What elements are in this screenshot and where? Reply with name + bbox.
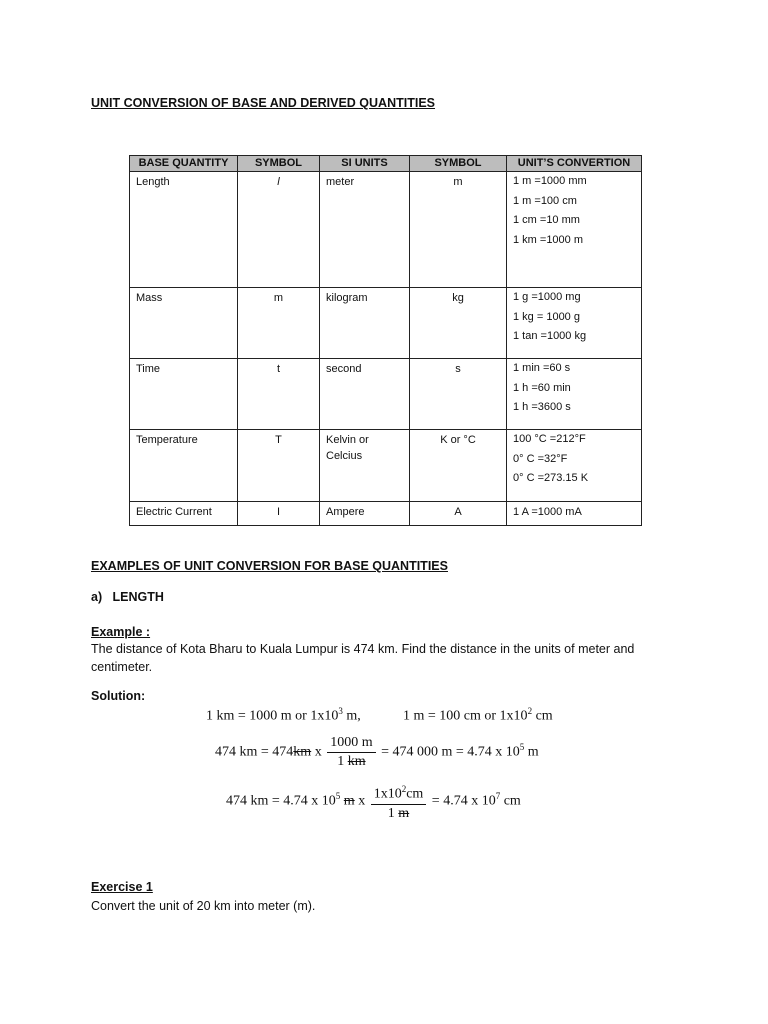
conversion-line: 1 tan =1000 kg bbox=[513, 330, 587, 342]
equation-text: cm bbox=[500, 793, 521, 809]
cell-conversions bbox=[507, 288, 642, 359]
cell-unit-symbol: A bbox=[410, 502, 507, 526]
cell-si-unit: Ampere bbox=[320, 502, 410, 526]
conversion-line: 1 km =1000 m bbox=[513, 233, 584, 246]
exercise-label: Exercise 1 bbox=[91, 880, 153, 894]
cancelled-unit: km bbox=[293, 744, 312, 760]
cell-conversions bbox=[507, 172, 642, 288]
fraction bbox=[371, 780, 427, 823]
cell-quantity: Time bbox=[130, 359, 238, 430]
cell-si-unit: meter bbox=[320, 172, 410, 288]
table-row bbox=[130, 288, 642, 359]
solution-label: Solution: bbox=[91, 689, 146, 703]
header-si-units: SI UNITS bbox=[320, 156, 410, 172]
example-text: The distance of Kota Bharu to Kuala Lumpur is 474 km. Find the distance in the units of meter and centimeter. bbox=[91, 642, 635, 674]
examples-heading: EXAMPLES OF UNIT CONVERSION FOR BASE QUANTITIES bbox=[91, 559, 448, 573]
header-symbol: SYMBOL bbox=[238, 156, 320, 172]
cancelled-unit: km bbox=[347, 754, 366, 769]
cell-unit-symbol: s bbox=[410, 359, 507, 430]
cell-unit-symbol: m bbox=[410, 172, 507, 288]
cell-si-unit: second bbox=[320, 359, 410, 430]
equation-text: x bbox=[354, 793, 366, 809]
cell-symbol: m bbox=[238, 288, 320, 359]
conversion-line: 0° C =273.15 K bbox=[513, 472, 589, 484]
cancelled-unit: m bbox=[343, 793, 355, 809]
equation-m-cm bbox=[403, 706, 553, 725]
conversion-line: 1 m =100 cm bbox=[513, 194, 577, 207]
cell-quantity: Length bbox=[130, 172, 238, 288]
equation-text: 474 km = 4.74 x 10 bbox=[226, 793, 336, 809]
exponent: 2 bbox=[527, 706, 533, 716]
conversion-line: 1 g =1000 mg bbox=[513, 291, 581, 303]
cell-symbol: I bbox=[238, 502, 320, 526]
equation-text: cm bbox=[532, 708, 553, 724]
conversion-line: 1 cm =10 mm bbox=[513, 214, 580, 226]
page-title: UNIT CONVERSION OF BASE AND DERIVED QUANTITIES bbox=[91, 96, 436, 110]
equation-text: m bbox=[524, 744, 539, 760]
fraction-numerator: 1000 m bbox=[327, 734, 375, 753]
exponent: 7 bbox=[495, 790, 501, 801]
cell-quantity: Temperature bbox=[130, 430, 238, 502]
exponent: 5 bbox=[519, 742, 525, 753]
cell-unit-symbol: kg bbox=[410, 288, 507, 359]
cell-conversions bbox=[507, 502, 642, 526]
cell-unit-symbol: K or °C bbox=[410, 430, 507, 502]
cell-conversions bbox=[507, 430, 642, 502]
header-unit-symbol: SYMBOL bbox=[410, 156, 507, 172]
unit-conversion-table bbox=[129, 155, 642, 526]
equation-text: x bbox=[311, 744, 322, 760]
cell-quantity: Electric Current bbox=[130, 502, 238, 526]
exponent: 5 bbox=[335, 790, 341, 801]
conversion-line: 1 min =60 s bbox=[513, 362, 571, 374]
table-row bbox=[130, 172, 642, 288]
fraction-denominator: 1 m bbox=[387, 805, 410, 821]
exercise-text: Convert the unit of 20 km into meter (m). bbox=[91, 899, 316, 913]
conversion-line: 100 °C =212°F bbox=[513, 433, 586, 445]
table-row bbox=[130, 502, 642, 526]
cell-si-unit: Kelvin or Celcius bbox=[320, 430, 410, 502]
equation-text: 1 km = 1000 m or 1x10 bbox=[206, 708, 339, 724]
table-row bbox=[130, 430, 642, 502]
conversion-line: 1 m =1000 mm bbox=[513, 175, 587, 187]
conversion-line: 1 kg = 1000 g bbox=[513, 310, 580, 323]
equation-474km-to-m bbox=[215, 734, 539, 771]
cell-quantity: Mass bbox=[130, 288, 238, 359]
conversion-line: 0° C =32°F bbox=[513, 452, 568, 465]
conversion-line: 1 h =3600 s bbox=[513, 401, 571, 413]
equation-text: = 4.74 x 10 bbox=[431, 793, 496, 809]
cancelled-unit: m bbox=[398, 805, 410, 821]
cell-symbol: T bbox=[238, 430, 320, 502]
cell-symbol: t bbox=[238, 359, 320, 430]
example-label: Example : bbox=[91, 625, 151, 639]
equation-text: m, bbox=[342, 708, 361, 724]
header-base-quantity: BASE QUANTITY bbox=[130, 156, 238, 172]
section-length-heading: a) LENGTH bbox=[91, 590, 164, 604]
table-row bbox=[130, 359, 642, 430]
equation-text: = 474 000 m = 4.74 x 10 bbox=[381, 744, 520, 760]
equation-text: 474 km = 474 bbox=[215, 744, 294, 760]
equation-km-m bbox=[206, 706, 361, 725]
conversion-line: 1 A =1000 mA bbox=[513, 506, 582, 518]
equation-474km-to-cm bbox=[226, 780, 521, 823]
cell-si-unit: kilogram bbox=[320, 288, 410, 359]
cell-conversions bbox=[507, 359, 642, 430]
equation-text: 1 m = 100 cm or 1x10 bbox=[403, 708, 528, 724]
header-unit-conversion: UNIT’S CONVERTION bbox=[507, 156, 642, 172]
fraction-numerator: $1x10^2cm$ bbox=[371, 780, 427, 805]
cell-symbol: l bbox=[238, 172, 320, 288]
exponent: 3 bbox=[338, 706, 343, 716]
fraction-denominator: 1 km bbox=[337, 754, 366, 769]
conversion-line: 1 h =60 min bbox=[513, 381, 571, 394]
fraction bbox=[327, 734, 375, 771]
